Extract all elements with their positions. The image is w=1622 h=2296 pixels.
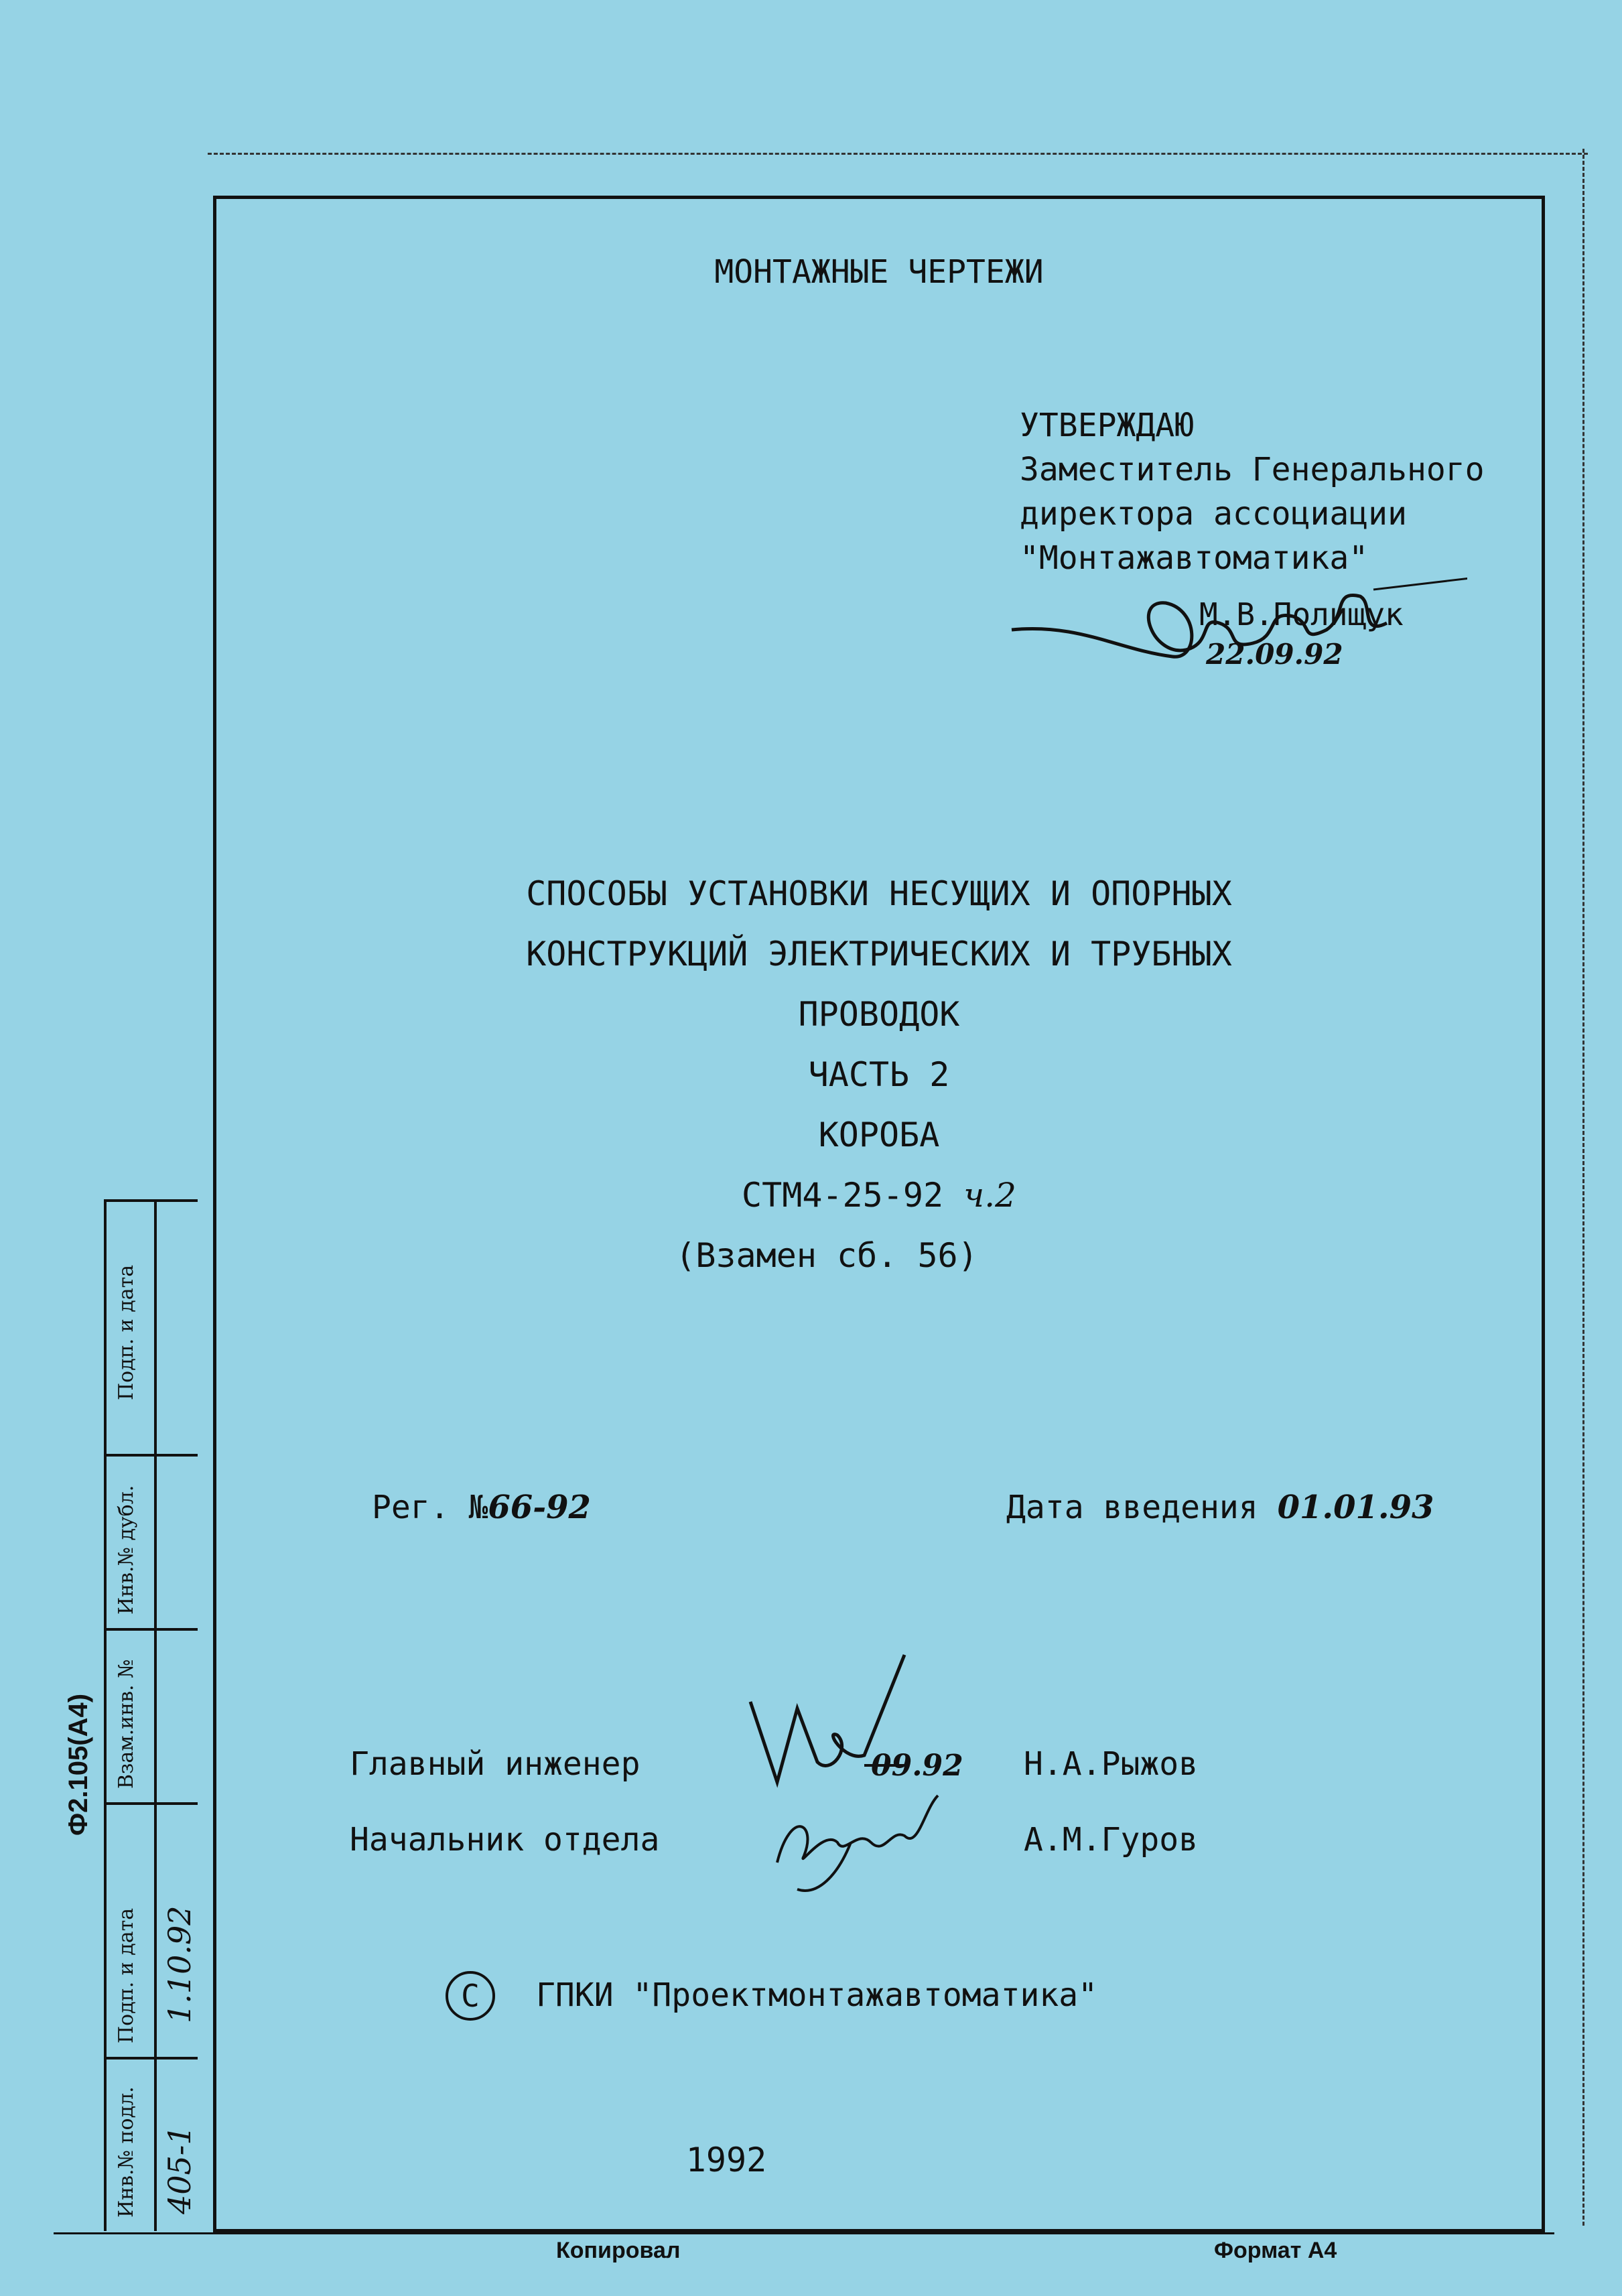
- side-stamp-cell-label: Взам.инв. №: [115, 1659, 138, 1789]
- side-stamp-divider: [104, 1802, 198, 1805]
- side-stamp-cell-label: Инв.№ дубл.: [115, 1485, 138, 1615]
- side-stamp-divider: [104, 2057, 198, 2059]
- approval-date: 22.09.92: [1206, 638, 1343, 671]
- copyright-org: ГПКИ "Проектмонтажавтоматика": [536, 1976, 1098, 2014]
- footer-line: [54, 2232, 1554, 2234]
- copyright-symbol: С: [461, 1978, 480, 2014]
- replaces-note: (Взамен сб. 56): [675, 1236, 978, 1275]
- title-line-2: КОНСТРУКЦИЙ ЭЛЕКТРИЧЕСКИХ И ТРУБНЫХ: [526, 935, 1232, 973]
- footer-copied: Копировал: [556, 2238, 681, 2263]
- department-head-signature: [757, 1769, 978, 1903]
- side-stamp-divider: [104, 1454, 198, 1457]
- outer-dash-right: [1582, 149, 1584, 2226]
- side-stamp-inv-number: 405-1: [161, 2125, 198, 2214]
- reg-label: Рег. №: [372, 1489, 488, 1526]
- section-title: МОНТАЖНЫЕ ЧЕРТЕЖИ: [714, 253, 1044, 291]
- title-line-4: ЧАСТЬ 2: [808, 1055, 950, 1094]
- document-code-number: СТМ4-25-92: [742, 1176, 944, 1215]
- outer-dash-top: [208, 153, 1588, 155]
- title-line-3: ПРОВОДОК: [798, 995, 960, 1034]
- chief-engineer-name: Н.А.Рыжов: [1024, 1745, 1199, 1783]
- title-line-5: КОРОБА: [818, 1116, 940, 1154]
- side-stamp-divider: [104, 1628, 198, 1631]
- chief-engineer-date: 09.92: [871, 1749, 963, 1783]
- date-value: 01.01.93: [1277, 1489, 1434, 1526]
- introduction-date: [1006, 1489, 1434, 1526]
- approval-signature: [998, 549, 1467, 683]
- approval-line: директора ассоциации: [1020, 495, 1407, 533]
- form-number: Ф2.105(А4): [64, 1693, 93, 1836]
- approval-line: УТВЕРЖДАЮ: [1020, 407, 1195, 444]
- side-stamp-cell-label: Инв.№ подл.: [115, 2086, 138, 2218]
- reg-value: 66-92: [488, 1489, 591, 1526]
- approval-signer: М.В.Полищук: [1199, 596, 1404, 632]
- footer-format: Формат А4: [1214, 2238, 1337, 2263]
- side-stamp-border-mid: [154, 1199, 157, 2231]
- date-label: Дата введения: [1006, 1489, 1258, 1526]
- side-stamp-sign-date: 1.10.92: [161, 1905, 198, 2023]
- approval-line: "Монтажавтоматика": [1020, 539, 1369, 577]
- department-head-role: Начальник отдела: [350, 1821, 660, 1859]
- document-code-suffix: ч.2: [963, 1176, 1016, 1215]
- side-stamp-border-top: [104, 1199, 198, 1202]
- title-line-1: СПОСОБЫ УСТАНОВКИ НЕСУЩИХ И ОПОРНЫХ: [526, 874, 1232, 913]
- department-head-name: А.М.Гуров: [1024, 1821, 1199, 1859]
- copyright-circle: [446, 1971, 495, 2021]
- publication-year: 1992: [685, 2141, 767, 2179]
- document-code: [213, 1176, 1545, 1215]
- registration-number: [372, 1489, 591, 1526]
- side-stamp-cell-label: Подп. и дата: [115, 1907, 138, 2043]
- approval-line: Заместитель Генерального: [1020, 451, 1485, 488]
- chief-engineer-role: Главный инженер: [350, 1745, 640, 1783]
- side-stamp-cell-label: Подп. и дата: [115, 1264, 138, 1400]
- side-stamp-border-left: [104, 1199, 107, 2231]
- side-stamp: [104, 1199, 198, 2231]
